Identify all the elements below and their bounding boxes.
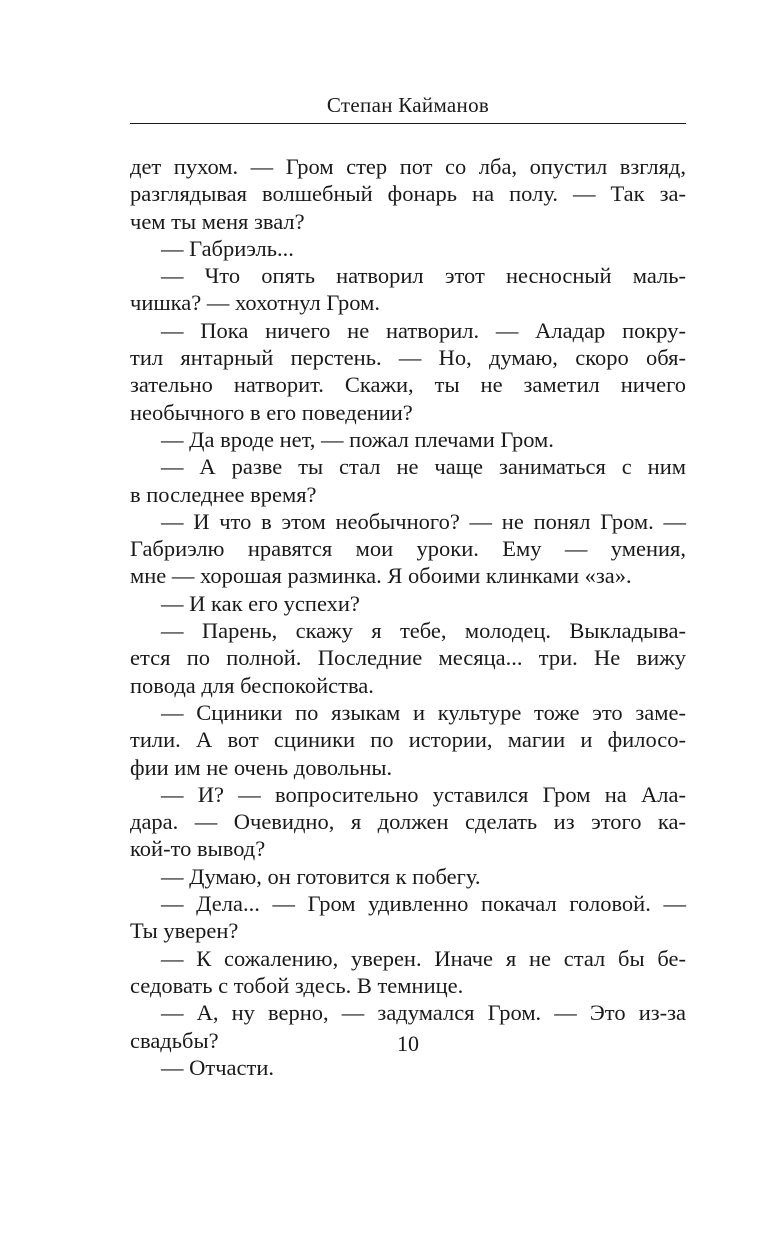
- text-line: — Да вроде нет, — пожал плечами Гром.: [161, 426, 554, 452]
- text-line: чишка? — хохотнул Гром.: [130, 290, 380, 316]
- text-line: — Пока ничего не натворил. — Аладар покру-: [161, 317, 686, 343]
- text-line: мне — хорошая разминка. Я обоими клинками «за».: [130, 563, 632, 589]
- text-line: седовать с тобой здесь. В темнице.: [130, 972, 464, 998]
- text-line: Габриэлю нравятся мои уроки. Ему — умения,: [130, 536, 686, 562]
- body-text: [130, 153, 686, 1081]
- text-line: — И? — вопросительно уставился Гром на Ала-: [161, 781, 686, 807]
- text-line: разглядывая волшебный фонарь на полу. — Так за-: [130, 181, 686, 207]
- text-line: Ты уверен?: [130, 918, 239, 944]
- text-line: фии им не очень довольны.: [130, 754, 393, 780]
- text-line: чем ты меня звал?: [130, 208, 305, 234]
- text-line: дара. — Очевидно, я должен сделать из этого ка-: [130, 809, 686, 835]
- text-line: — Парень, скажу я тебе, молодец. Выкладыва-: [161, 618, 686, 644]
- text-line: кой-то вывод?: [130, 836, 266, 862]
- text-line: в последнее время?: [130, 481, 317, 507]
- page-number: 10: [397, 1031, 419, 1056]
- text-line: — А разве ты стал не чаще заниматься с ним: [161, 454, 686, 480]
- text-line: — Думаю, он готовится к побегу.: [161, 863, 481, 889]
- text-line: зательно натворит. Скажи, ты не заметил ничего: [130, 372, 686, 398]
- text-line: — Габриэль...: [161, 235, 294, 261]
- text-line: дет пухом. — Гром стер пот со лба, опустил взгляд,: [130, 154, 686, 179]
- text-line: — К сожалению, уверен. Иначе я не стал бы бе-: [161, 945, 686, 971]
- running-head-author: Степан Кайманов: [326, 93, 490, 117]
- text-line: — И как его успехи?: [161, 590, 360, 616]
- header-rule: [130, 123, 686, 124]
- text-line: — Отчасти.: [161, 1054, 274, 1080]
- text-line: — Сциники по языкам и культуре тоже это заме-: [161, 699, 686, 725]
- text-line: повода для беспокойства.: [130, 672, 374, 698]
- text-line: свадьбы?: [130, 1027, 219, 1053]
- text-line: — Что опять натворил этот несносный маль-: [161, 263, 686, 289]
- text-line: — Дела... — Гром удивленно покачал головой. —: [161, 891, 686, 917]
- text-line: ется по полной. Последние месяца... три. Не вижу: [130, 645, 686, 671]
- text-line: тил янтарный перстень. — Но, думаю, скоро обя-: [130, 345, 686, 371]
- text-line: — И что в этом необычного? — не понял Гром. —: [161, 508, 686, 534]
- text-line: — А, ну верно, — задумался Гром. — Это из-за: [161, 1000, 686, 1026]
- text-line: тили. А вот сциники по истории, магии и филосо-: [130, 727, 686, 753]
- text-line: необычного в его поведении?: [130, 399, 413, 425]
